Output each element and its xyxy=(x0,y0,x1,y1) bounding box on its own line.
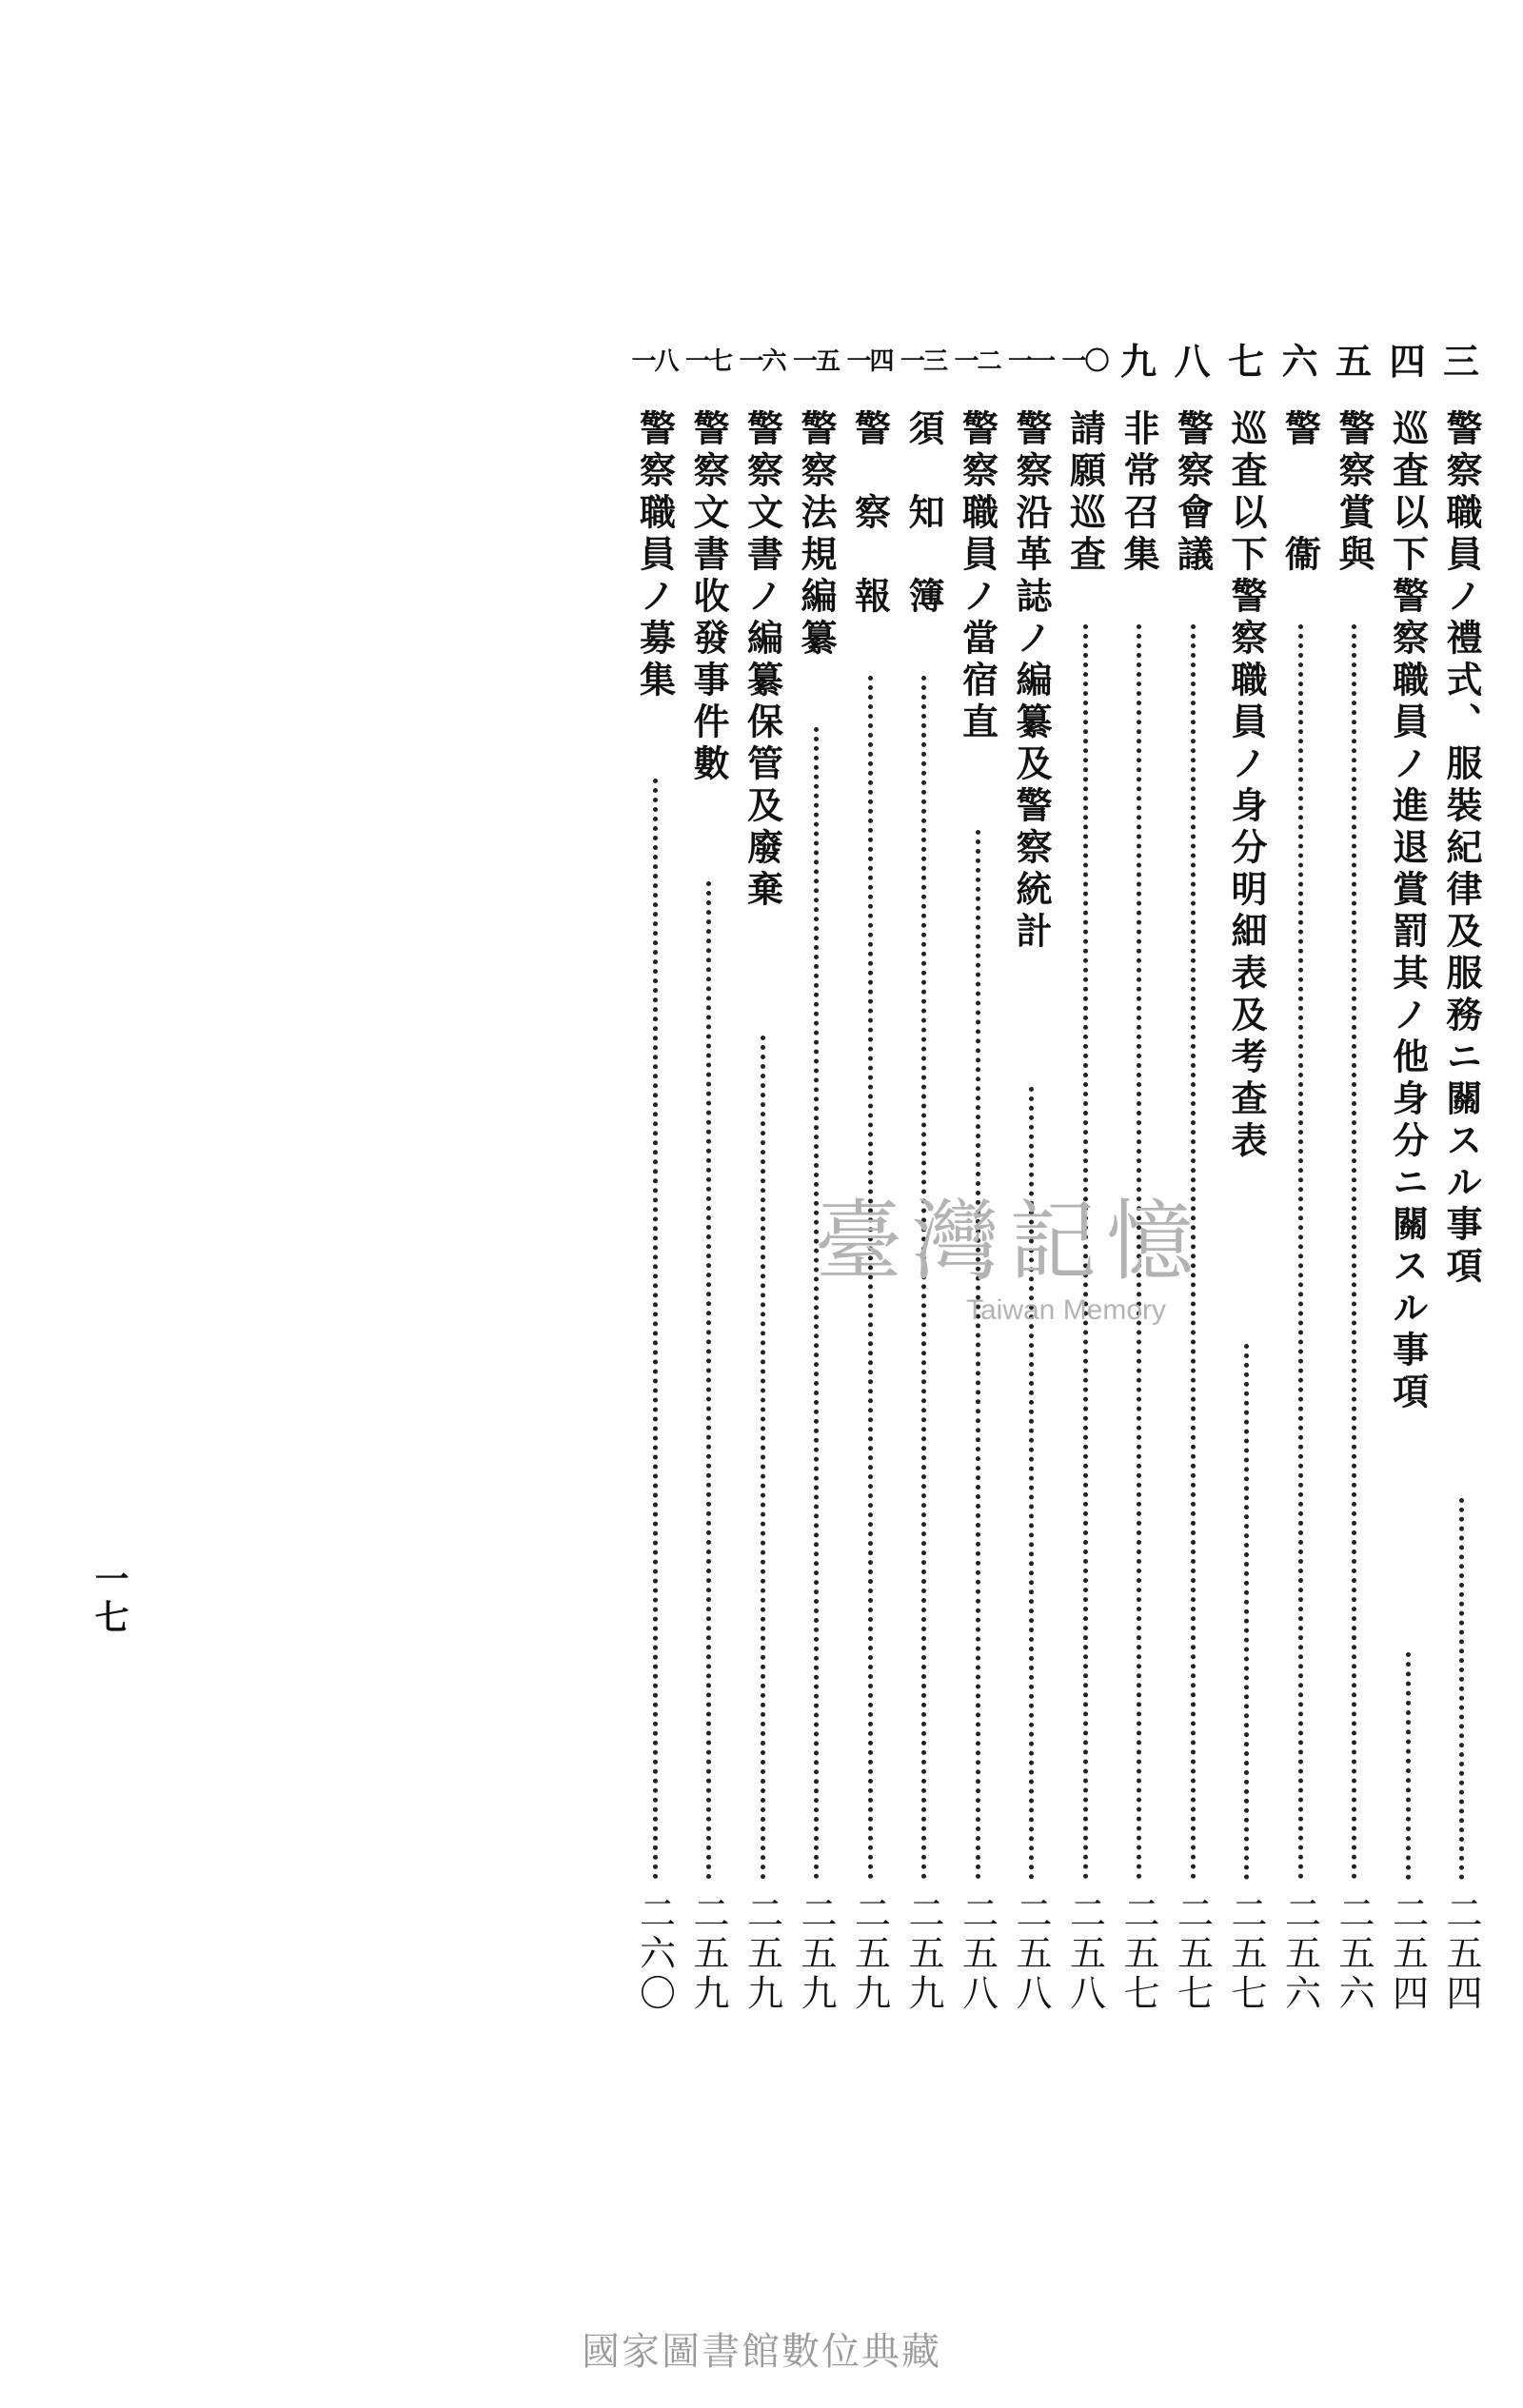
toc-entry-page: 二五九 xyxy=(848,1894,891,2014)
watermark-logo: 臺灣記憶 xyxy=(814,1191,1203,1293)
toc-entry-number: 一〇 xyxy=(1061,347,1108,376)
toc-entry-number: 八 xyxy=(1174,341,1211,383)
toc-entry xyxy=(680,333,737,2094)
toc-entry-number: 一八 xyxy=(631,347,678,376)
toc-leader-dots xyxy=(1406,1652,1411,1880)
toc-entry-number: 六 xyxy=(1281,341,1318,383)
toc-entry-number: 一五 xyxy=(792,347,839,376)
toc-entry-title: 警察文書ノ編纂保管及廢棄 xyxy=(741,409,784,912)
toc-entry-title: 警察職員ノ禮式、服裝紀律及服務ニ關スル事項 xyxy=(1440,409,1483,1289)
toc-entry-page: 二五八 xyxy=(1010,1894,1052,2014)
toc-entry-page: 二五七 xyxy=(1225,1894,1267,2014)
toc-entry-title: 警 察 報 xyxy=(848,409,892,619)
toc-entry-page: 二六〇 xyxy=(633,1894,676,2014)
toc-entry-title: 巡査以下警察職員ノ進退賞罰其ノ他身分ニ關スル事項 xyxy=(1386,409,1430,1414)
library-stamp: 國家圖書館數位典藏 xyxy=(582,2330,941,2374)
toc-entry-number: 四 xyxy=(1389,341,1426,383)
toc-entry-title: 請願巡查 xyxy=(1063,409,1107,577)
toc-entry xyxy=(626,333,683,2094)
toc-entry-number: 三 xyxy=(1442,341,1479,383)
toc-entry-title: 巡査以下警察職員ノ身分明細表及考查表 xyxy=(1225,409,1268,1163)
toc-entry-page: 二五七 xyxy=(1118,1894,1159,2014)
toc-leader-dots xyxy=(653,779,658,1880)
toc-entry-page: 二五六 xyxy=(1278,1894,1321,2014)
toc-entry-title: 警察文書收發事件數 xyxy=(687,409,730,786)
toc-entry-title: 警察法規編纂 xyxy=(795,409,838,661)
toc-entry-number: 一七 xyxy=(684,347,731,376)
toc-entry-number: 一四 xyxy=(846,347,893,376)
toc-entry-title: 警察賞與 xyxy=(1333,409,1375,577)
toc-leader-dots xyxy=(1298,624,1303,1880)
toc-leader-dots xyxy=(761,1036,765,1880)
toc-entry-page: 二五四 xyxy=(1386,1894,1429,2014)
toc-entry-page: 二五九 xyxy=(902,1894,944,2014)
toc-entry xyxy=(1325,333,1382,2094)
toc-entry-title: 警察沿革誌ノ編纂及警察統計 xyxy=(1010,409,1053,954)
toc-entry-number: 七 xyxy=(1227,341,1264,383)
toc-entry-number: 一一 xyxy=(1007,347,1054,376)
folio-page-number: 一七 xyxy=(89,1561,129,1637)
toc-entry-page: 二五八 xyxy=(1063,1894,1106,2014)
toc-entry-page: 二五九 xyxy=(795,1894,837,2014)
toc-entry-page: 二五九 xyxy=(741,1894,783,2014)
toc-entry-number: 一六 xyxy=(739,347,785,376)
toc-entry-number: 五 xyxy=(1335,341,1372,383)
toc-entry-page: 二五七 xyxy=(1171,1894,1214,2014)
toc-entry-page: 二五九 xyxy=(687,1894,729,2014)
toc-entry-title: 須 知 簿 xyxy=(902,409,945,619)
toc-leader-dots xyxy=(976,830,980,1880)
toc-entry xyxy=(1379,333,1436,2094)
toc-entry-page: 二五四 xyxy=(1440,1894,1482,2014)
watermark-subtitle: Taiwan Memory xyxy=(965,1294,1167,1326)
toc-entry-number: 九 xyxy=(1119,341,1157,383)
toc-leader-dots xyxy=(1459,1498,1464,1880)
toc-entry xyxy=(1433,333,1490,2094)
toc-leader-dots xyxy=(1352,624,1356,1880)
toc-leader-dots xyxy=(706,881,711,1880)
toc-leader-dots xyxy=(1244,1344,1249,1880)
toc-entry-page: 二五八 xyxy=(956,1894,999,2014)
watermark xyxy=(742,1190,1276,1327)
toc-entry-page: 二五六 xyxy=(1333,1894,1375,2014)
toc-entry xyxy=(1272,333,1329,2094)
toc-entry-title: 警察職員ノ當宿直 xyxy=(956,409,999,744)
toc-entry-title: 警察職員ノ募集 xyxy=(633,409,677,702)
toc-entry-number: 一三 xyxy=(900,347,946,376)
toc-entry-title: 警 衞 xyxy=(1278,409,1322,577)
toc-entry-title: 非常召集 xyxy=(1118,409,1160,577)
toc-entry-number: 一二 xyxy=(954,347,1000,376)
toc-entry-title: 警察會議 xyxy=(1171,409,1215,577)
